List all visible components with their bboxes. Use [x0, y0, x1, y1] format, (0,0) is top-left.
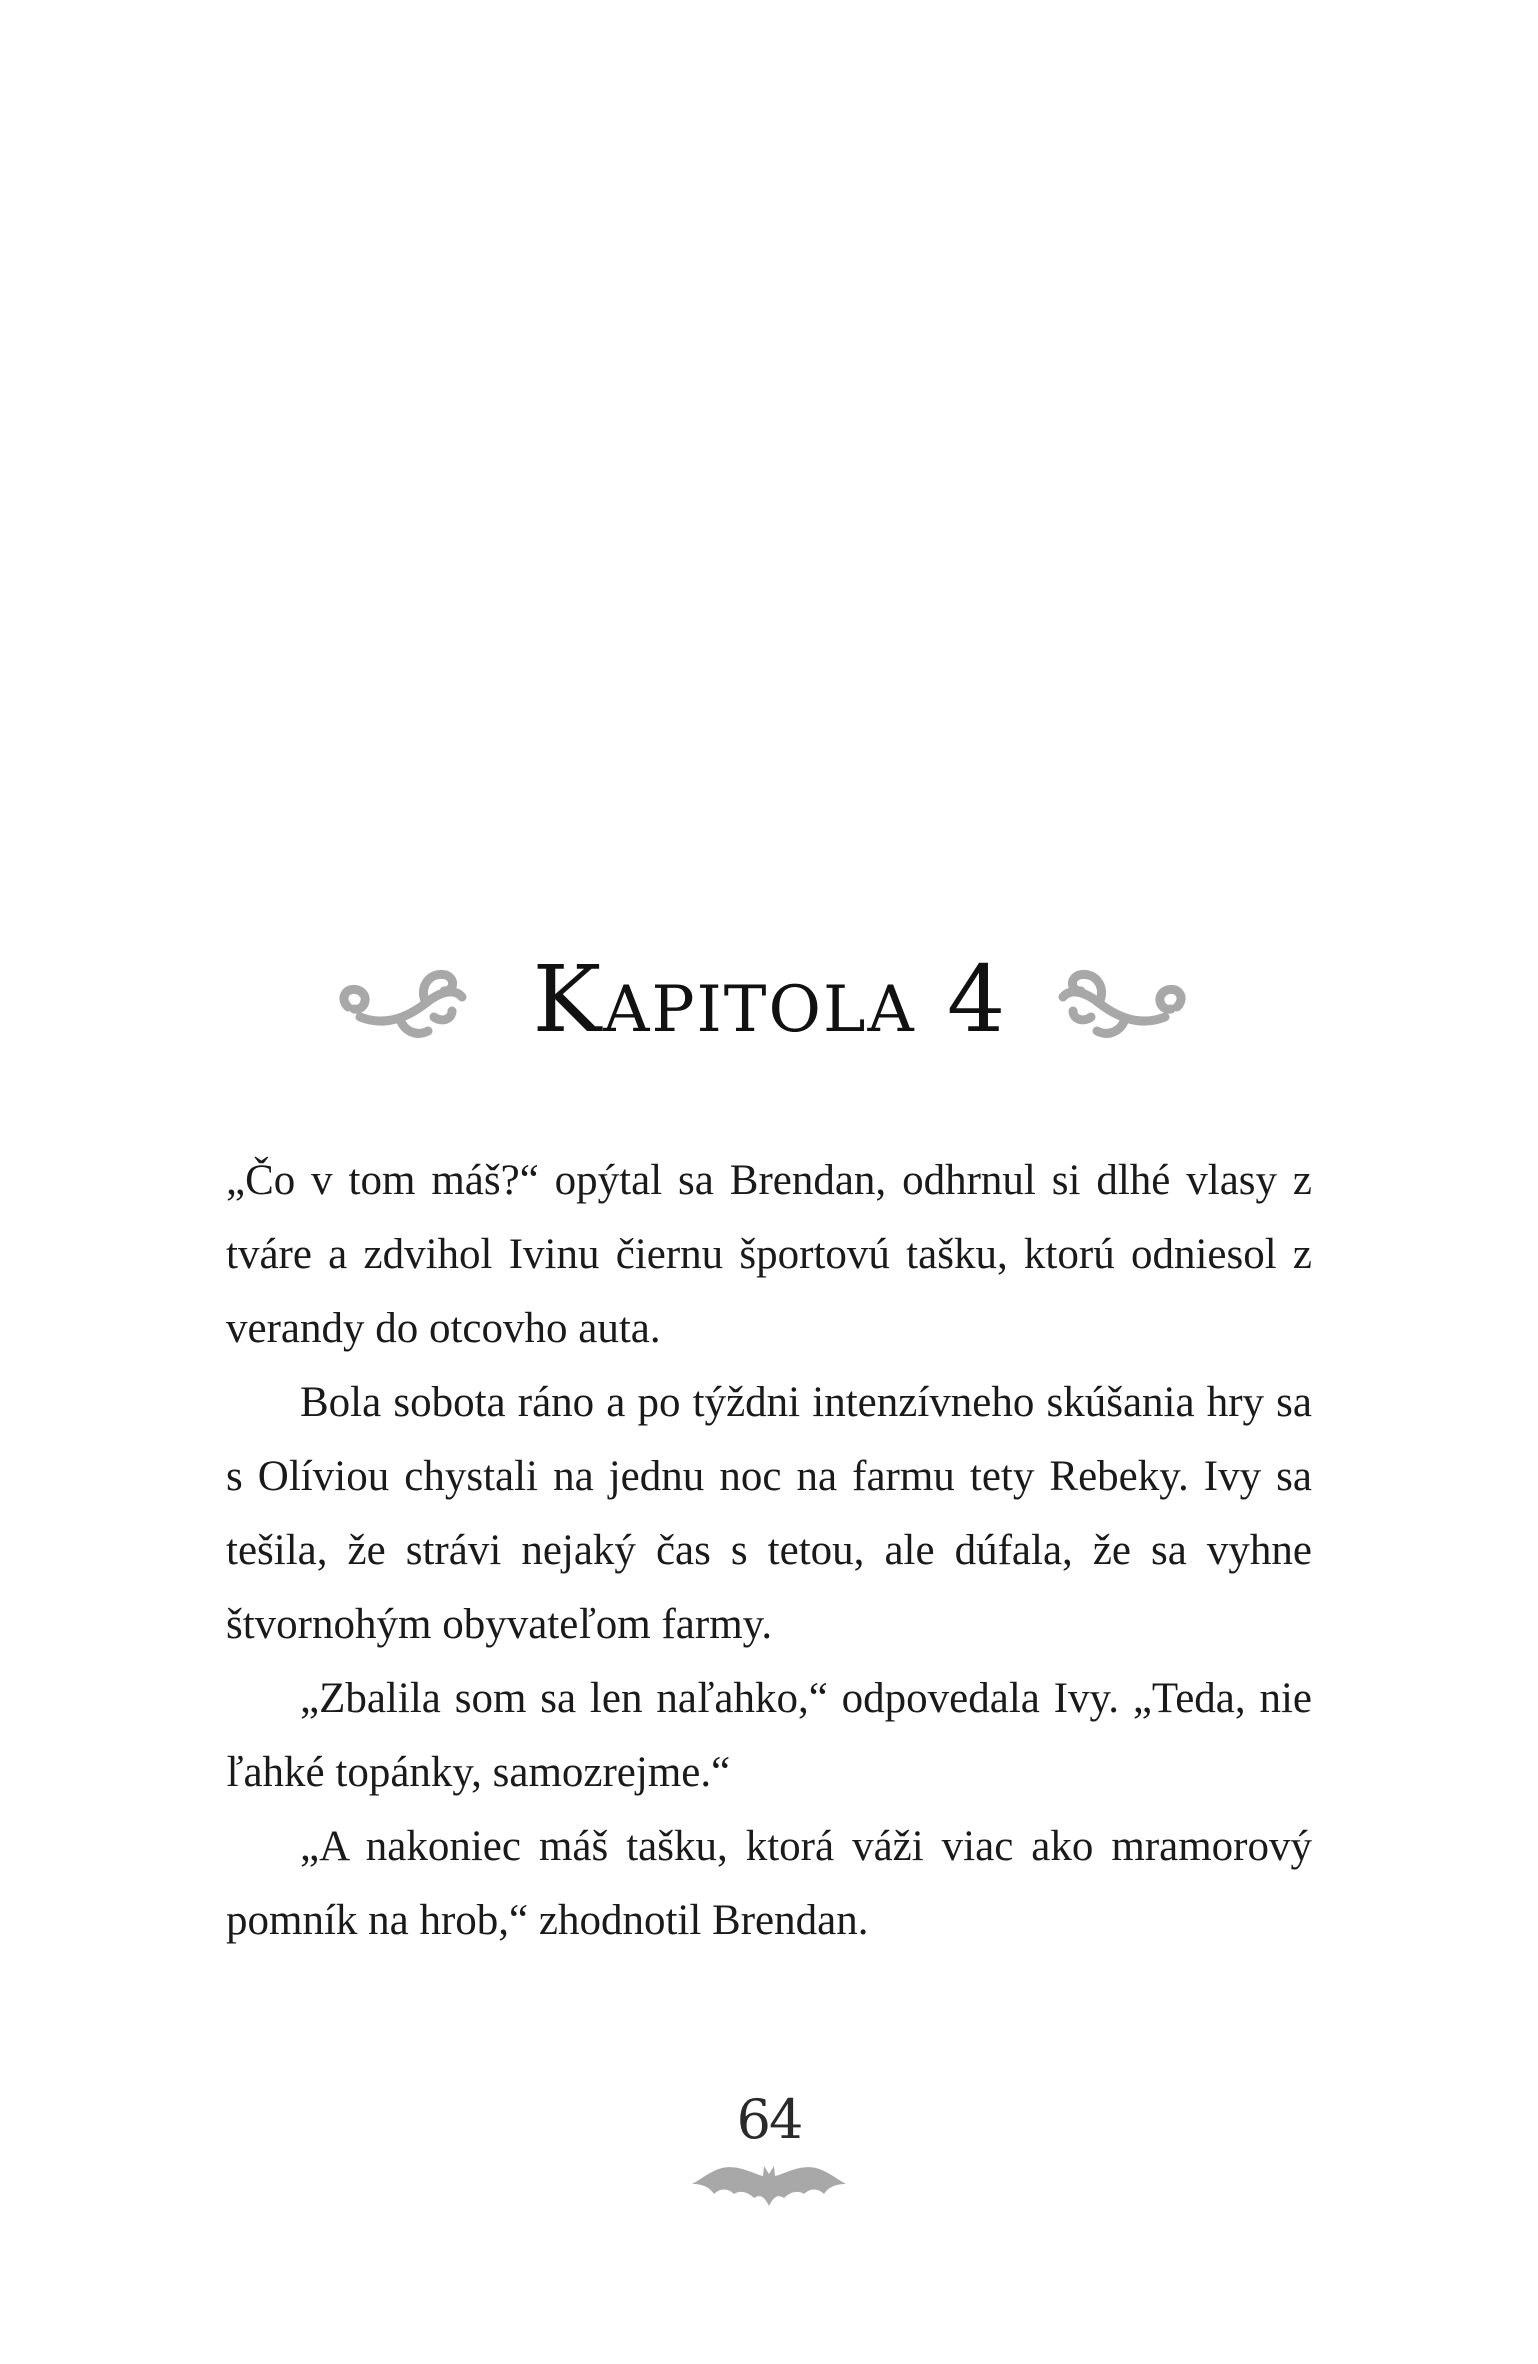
bat-ornament-icon: [692, 2160, 846, 2208]
paragraph: „Čo v tom máš?“ opýtal sa Brendan, odhrnul si dlhé vlasy z tváre a zdvihol Ivinu čiernu športovú tašku, ktorú odniesol z verandy do otcovho auta.: [226, 1157, 1312, 1352]
page-number: 64: [736, 2088, 802, 2151]
paragraph: „A nakoniec máš tašku, ktorá váži viac ako mramorový pomník na hrob,“ zhodnotil Brendan.: [226, 1823, 1312, 1944]
chapter-title: Kapitola 4: [532, 946, 1008, 1053]
chapter-header: [0, 925, 1538, 1075]
paragraph: „Zbalila som sa len naľahko,“ odpovedala Ivy. „Teda, nie ľahké topánky, samozrejme.“: [226, 1675, 1312, 1796]
chapter-body: [226, 1144, 1312, 1958]
left-swirl-ornament-icon: [330, 957, 470, 1047]
paragraph: Bola sobota ráno a po týždni intenzívneho skúšania hry sa s Olíviou chystali na jednu noc na farmu tety Rebeky. Ivy sa tešila, že strávi nejaký čas s tetou, ale dúfala, že sa vyhne štvornohým obyvateľom farmy.: [226, 1379, 1312, 1648]
right-swirl-ornament-icon: [1055, 957, 1195, 1047]
